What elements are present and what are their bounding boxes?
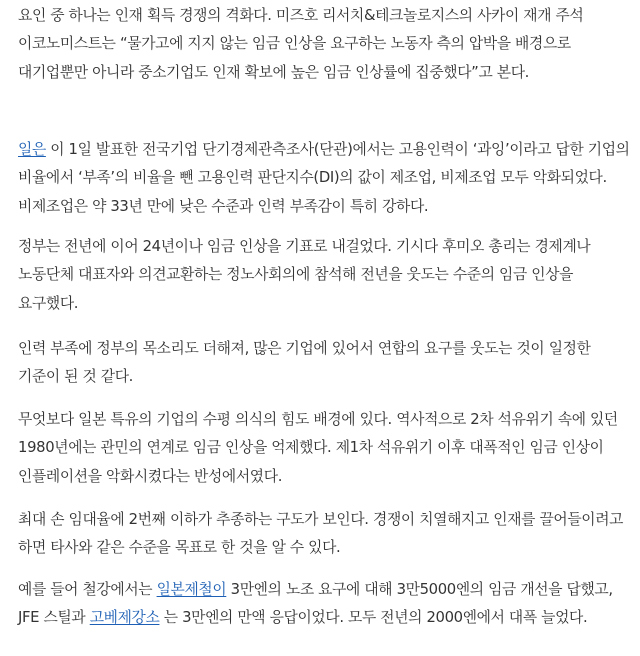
paragraph-text: 이 1일 발표한 전국기업 단기경제관측조사(단관)에서는 고용인력이 ‘과잉’이라고 답한 기업의 비율에서 ‘부족’의 비율을 뺀 고용인력 판단지수(DI)의 값이 제조업, 비제조업 모두 악화되었다. 비제조업은 약 33년 만에 낮은 수준과 인력 부족감이 특히 강하다. <box>18 141 630 215</box>
paragraph-text: 는 3만엔의 만액 응답이었다. 모두 전년의 2000엔에서 대폭 늘었다. <box>159 609 588 627</box>
link-nippon-steel[interactable]: 일본제철이 <box>156 581 227 598</box>
paragraph-text: 3만엔의 노조 요구에 대해 3만5000엔의 임금 개선을 답했고, JFE 스틸과 <box>18 581 613 627</box>
paragraph-text: 무엇보다 일본 특유의 기업의 수평 의식의 힘도 배경에 있다. 역사적으로 2차 석유위기 속에 있던 1980년에는 관민의 연계로 임금 인상을 억제했다. 제1차 석유위기 이후 대폭적인 임금 인상이 인플레이션을 악화시켰다는 반성에서였다. <box>18 411 618 485</box>
paragraph-text: 인력 부족에 정부의 목소리도 더해져, 많은 기업에 있어서 연합의 요구를 웃도는 것이 일정한 기준이 된 것 같다. <box>18 340 591 386</box>
paragraph-labor-shortage <box>18 335 630 392</box>
link-boj[interactable]: 일은 <box>18 141 46 158</box>
paragraph-government-wage-goal <box>18 233 630 318</box>
paragraph-competition-structure <box>18 506 630 563</box>
link-kobe-steel[interactable]: 고베제강소 <box>89 609 160 627</box>
paragraph-tankan-survey <box>18 136 630 221</box>
paragraph-text: 예를 들어 철강에서는 <box>18 581 157 598</box>
paragraph-text: 최대 손 임대율에 2번째 이하가 추종하는 구도가 보인다. 경쟁이 치열해지고 인재를 끌어들이려고 하면 타사와 같은 수준을 목표로 한 것을 알 수 있다. <box>18 511 624 557</box>
paragraph-text: 정부는 전년에 이어 24년이나 임금 인상을 기표로 내걸었다. 기시다 후미오 총리는 경제계나 노동단체 대표자와 의견교환하는 정노사회의에 참석해 전년을 웃도는 수준의 임금 인상을 요구했다. <box>18 238 591 312</box>
paragraph-horizontal-awareness <box>18 406 630 491</box>
paragraph-text: 요인 중 하나는 인재 획득 경쟁의 격화다. 미즈호 리서치&테크놀로지스의 사카이 재개 주석 이코노미스트는 “물가고에 지지 않는 임금 인상을 요구하는 노동자 측의 압박을 배경으로 대기업뿐만 아니라 중소기업도 인재 확보에 높은 임금 인상률에 집중했다”고 본다. <box>18 7 584 81</box>
paragraph-steel-example <box>18 576 630 633</box>
paragraph-talent-competition <box>18 2 630 87</box>
